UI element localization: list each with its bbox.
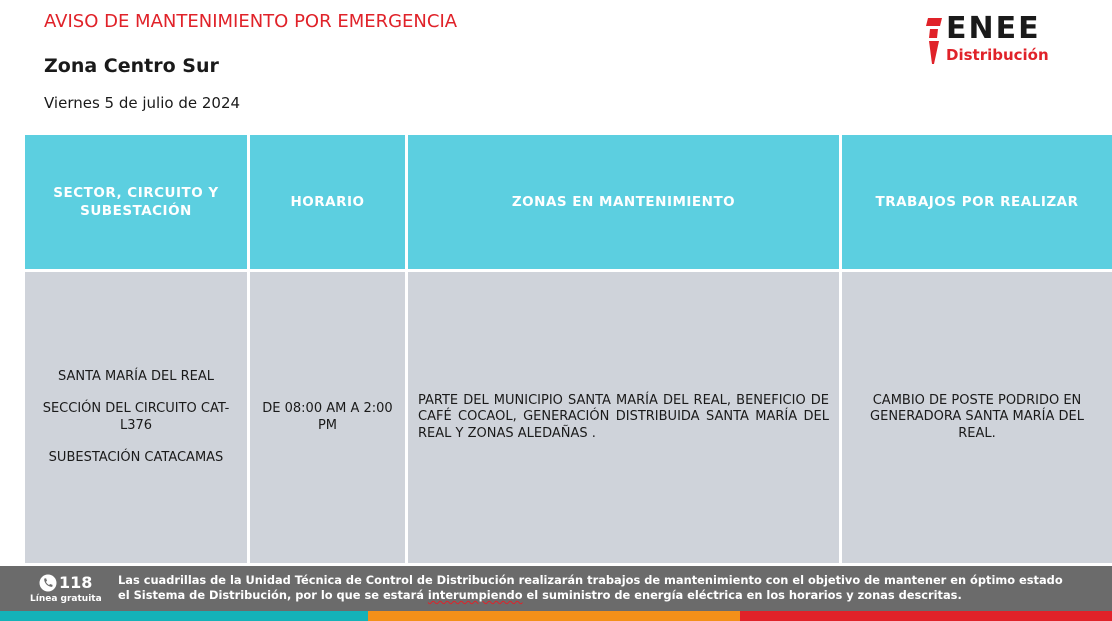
substation-name: SUBESTACIÓN CATACAMAS xyxy=(48,450,224,465)
strip-red xyxy=(740,611,1112,621)
cell-works xyxy=(842,272,1112,563)
strip-teal xyxy=(0,611,368,621)
schedule-text: DE 08:00 AM A 2:00 PM xyxy=(262,401,393,433)
cell-schedule xyxy=(250,272,405,563)
footer-disclaimer xyxy=(118,573,1078,603)
footer-text-after: el suministro de energía eléctrica en los horarios y zonas descritas. xyxy=(522,588,962,602)
enee-logo xyxy=(924,11,1084,68)
hotline-number: 118 xyxy=(59,573,93,592)
zone-title: Zona Centro Sur xyxy=(44,55,219,77)
hotline-badge xyxy=(28,572,106,608)
notice-date: Viernes 5 de julio de 2024 xyxy=(44,94,241,112)
sector-name: SANTA MARÍA DEL REAL xyxy=(57,368,215,384)
zones-text: PARTE DEL MUNICIPIO SANTA MARÍA DEL REAL, BENEFICIO DE CAFÉ COCAOL, GENERACIÓN DISTRIBUIDA SANTA MARÍA DEL REAL Y ZONAS ALEDAÑAS . xyxy=(418,392,829,441)
works-text: CAMBIO DE POSTE PODRIDO EN GENERADORA SANTA MARÍA DEL REAL. xyxy=(870,392,1084,441)
footer-text-before: Las cuadrillas de la Unidad Técnica de Control de Distribución realizarán trabajos de mantenimiento con el objetivo de mantener en óptimo estado el Sistema de Distribución, por lo que se estará xyxy=(118,573,1063,602)
circuit-name: SECCIÓN DEL CIRCUITO CAT- L376 xyxy=(42,401,230,433)
phone-icon xyxy=(39,574,57,592)
footer-bar xyxy=(0,566,1112,611)
notice-title: AVISO DE MANTENIMIENTO POR EMERGENCIA xyxy=(44,11,458,32)
color-strip xyxy=(0,611,1112,621)
logo-brand-text: ENEE xyxy=(946,11,1041,46)
footer-text-marked: interumpiendo xyxy=(427,588,523,602)
cell-sector-circuit-substation xyxy=(25,272,247,563)
header-sector: SECTOR, CIRCUITO Y SUBESTACIÓN xyxy=(25,135,247,269)
cell-zones xyxy=(408,272,839,563)
strip-orange xyxy=(368,611,740,621)
header-works: TRABAJOS POR REALIZAR xyxy=(842,135,1112,269)
enee-lightning-mark-icon xyxy=(926,18,944,64)
header-zones: ZONAS EN MANTENIMIENTO xyxy=(408,135,839,269)
maintenance-table xyxy=(25,135,1112,563)
header-schedule: HORARIO xyxy=(250,135,405,269)
hotline-label: Línea gratuita xyxy=(30,594,102,604)
logo-subtitle: Distribución xyxy=(946,46,1049,64)
